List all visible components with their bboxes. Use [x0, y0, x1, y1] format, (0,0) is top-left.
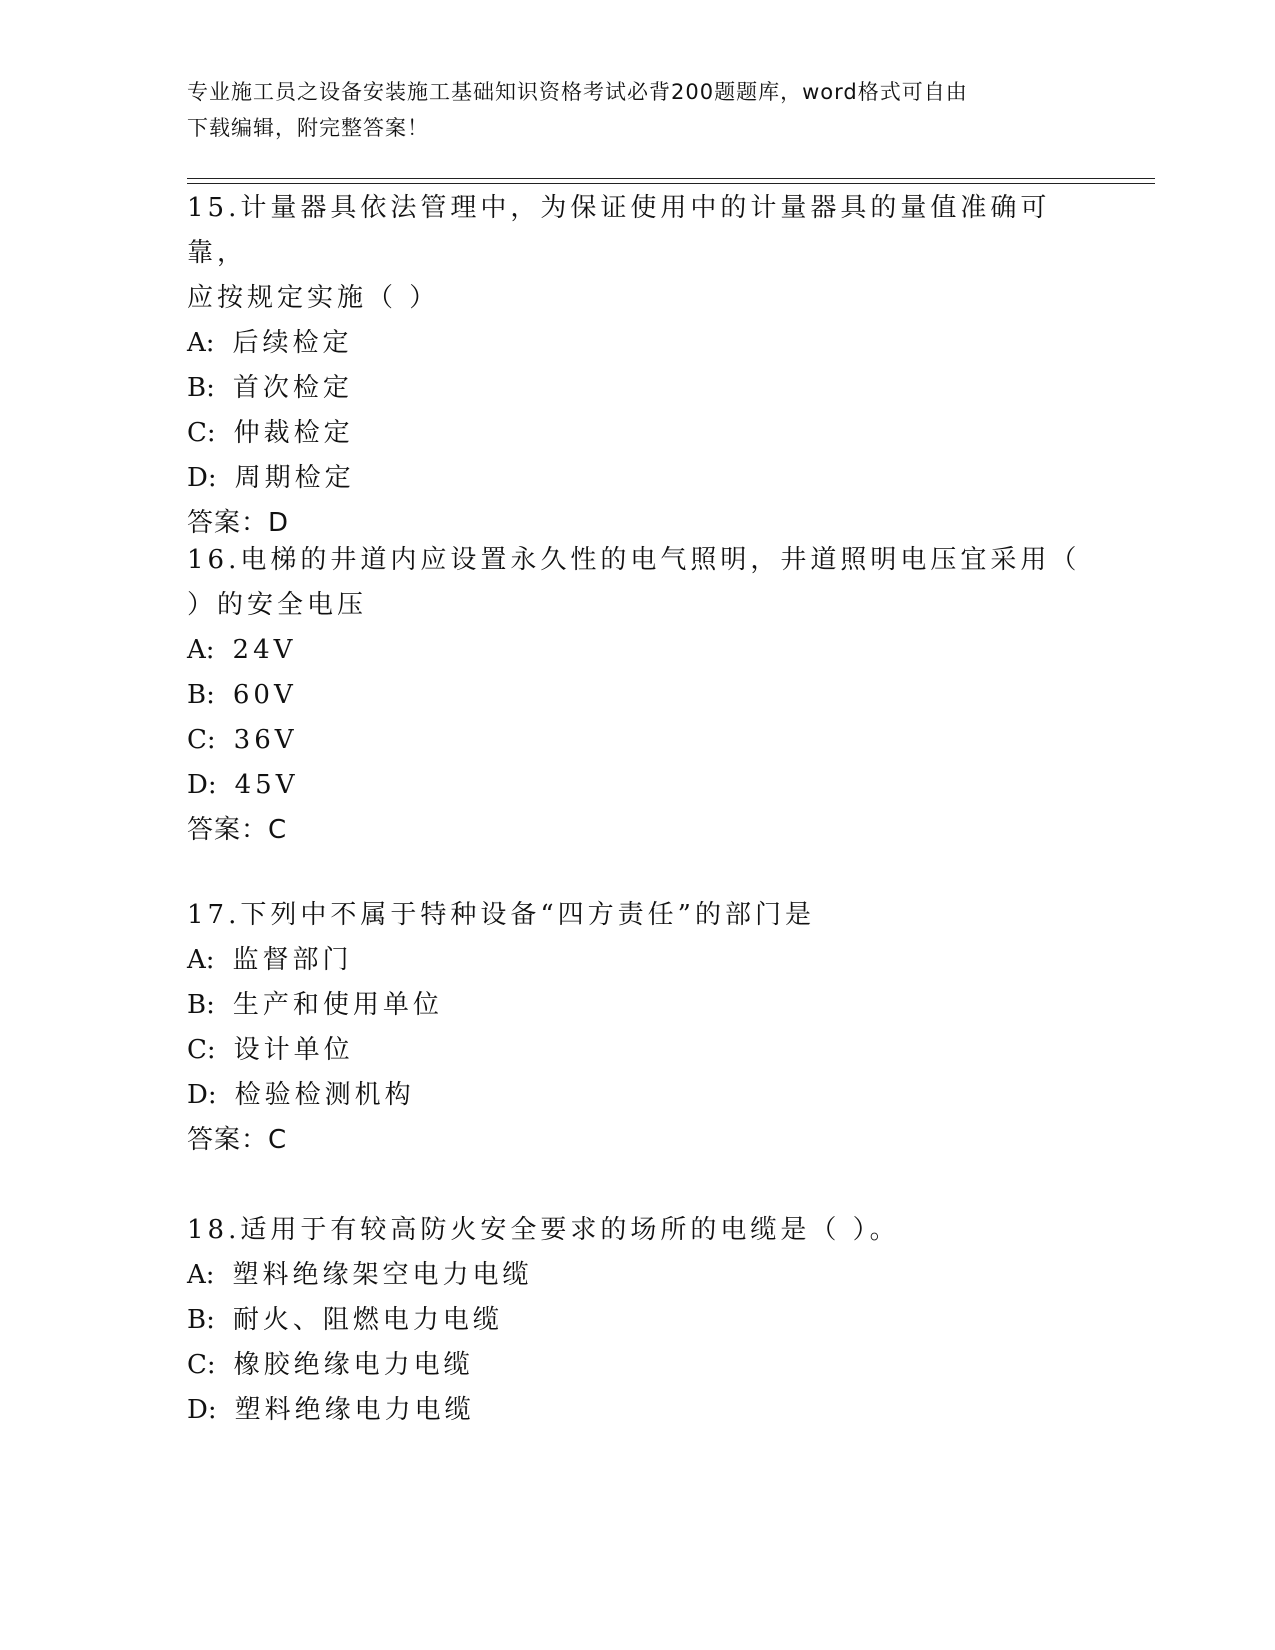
question-stem — [187, 1208, 1087, 1253]
option-text: 45V — [234, 770, 299, 800]
question-text-line-1: 适用于有较高防火安全要求的场所的电缆是（ ）。 — [240, 1215, 900, 1245]
question-text-line-2: 应按规定实施（ ） — [187, 283, 440, 313]
option-c: C: 仲裁检定 — [187, 411, 1087, 456]
header-line-2: 下载编辑，附完整答案！ — [187, 116, 429, 140]
option-c: C: 橡胶绝缘电力电缆 — [187, 1343, 1087, 1388]
option-key: D — [187, 463, 208, 493]
option-c: C: 36V — [187, 718, 1087, 763]
option-key: B — [187, 1305, 207, 1335]
option-d: D: 塑料绝缘电力电缆 — [187, 1388, 1087, 1433]
option-key: A — [187, 635, 206, 665]
option-text: 首次检定 — [232, 373, 353, 403]
option-text: 60V — [232, 680, 297, 710]
option-d: D: 周期检定 — [187, 456, 1087, 501]
option-text: 36V — [233, 725, 298, 755]
question-text-line-1: 下列中不属于特种设备“四方责任”的部门是 — [240, 900, 815, 930]
question-stem — [187, 538, 1087, 628]
option-key: C — [187, 418, 207, 448]
option-b: B: 耐火、阻燃电力电缆 — [187, 1298, 1087, 1343]
option-key: A — [187, 1260, 206, 1290]
option-key: D — [187, 1080, 208, 1110]
answer-line: 答案：D — [187, 508, 290, 538]
option-text: 仲裁检定 — [233, 418, 354, 448]
option-text: 24V — [232, 635, 297, 665]
option-text: 橡胶绝缘电力电缆 — [233, 1350, 474, 1380]
option-b: B: 60V — [187, 673, 1087, 718]
option-key: D — [187, 1395, 208, 1425]
option-text: 耐火、阻燃电力电缆 — [232, 1305, 503, 1335]
answer-line: 答案：C — [187, 815, 288, 845]
option-key: B — [187, 373, 207, 403]
header-divider-bottom — [187, 183, 1155, 184]
question-17 — [187, 893, 1087, 1163]
document-header — [187, 74, 1087, 146]
question-stem — [187, 893, 1087, 938]
option-key: D — [187, 770, 208, 800]
option-a: A: 塑料绝缘架空电力电缆 — [187, 1253, 1087, 1298]
option-key: B — [187, 990, 207, 1020]
option-key: A — [187, 945, 206, 975]
option-text: 生产和使用单位 — [232, 990, 443, 1020]
option-key: C — [187, 1350, 207, 1380]
question-text-line-2: ）的安全电压 — [187, 590, 368, 620]
question-text-line-1: 电梯的井道内应设置永久性的电气照明，井道照明电压宜采用（ — [240, 545, 1081, 575]
question-18 — [187, 1208, 1087, 1433]
option-key: A — [187, 328, 206, 358]
question-number: 18. — [187, 1215, 241, 1245]
question-stem — [187, 186, 1087, 321]
option-text: 塑料绝缘电力电缆 — [234, 1395, 475, 1425]
option-d: D: 检验检测机构 — [187, 1073, 1087, 1118]
option-c: C: 设计单位 — [187, 1028, 1087, 1073]
option-text: 监督部门 — [232, 945, 353, 975]
answer-line: 答案：C — [187, 1125, 288, 1155]
option-text: 塑料绝缘架空电力电缆 — [232, 1260, 533, 1290]
option-key: C — [187, 725, 207, 755]
header-line-1: 专业施工员之设备安装施工基础知识资格考试必背200题题库，word格式可自由 — [187, 80, 968, 104]
option-text: 后续检定 — [232, 328, 353, 358]
question-number: 15. — [187, 193, 241, 223]
option-b: B: 首次检定 — [187, 366, 1087, 411]
option-a: A: 24V — [187, 628, 1087, 673]
option-a: A: 后续检定 — [187, 321, 1087, 366]
question-text-line-1: 计量器具依法管理中，为保证使用中的计量器具的量值准确可靠， — [187, 193, 1051, 268]
option-text: 检验检测机构 — [234, 1080, 415, 1110]
option-key: B — [187, 680, 207, 710]
option-b: B: 生产和使用单位 — [187, 983, 1087, 1028]
option-d: D: 45V — [187, 763, 1087, 808]
option-text: 设计单位 — [233, 1035, 354, 1065]
question-16 — [187, 538, 1087, 853]
option-key: C — [187, 1035, 207, 1065]
option-text: 周期检定 — [234, 463, 355, 493]
option-a: A: 监督部门 — [187, 938, 1087, 983]
question-number: 17. — [187, 900, 241, 930]
question-number: 16. — [187, 545, 241, 575]
header-divider-top — [187, 178, 1155, 179]
question-15 — [187, 186, 1087, 546]
